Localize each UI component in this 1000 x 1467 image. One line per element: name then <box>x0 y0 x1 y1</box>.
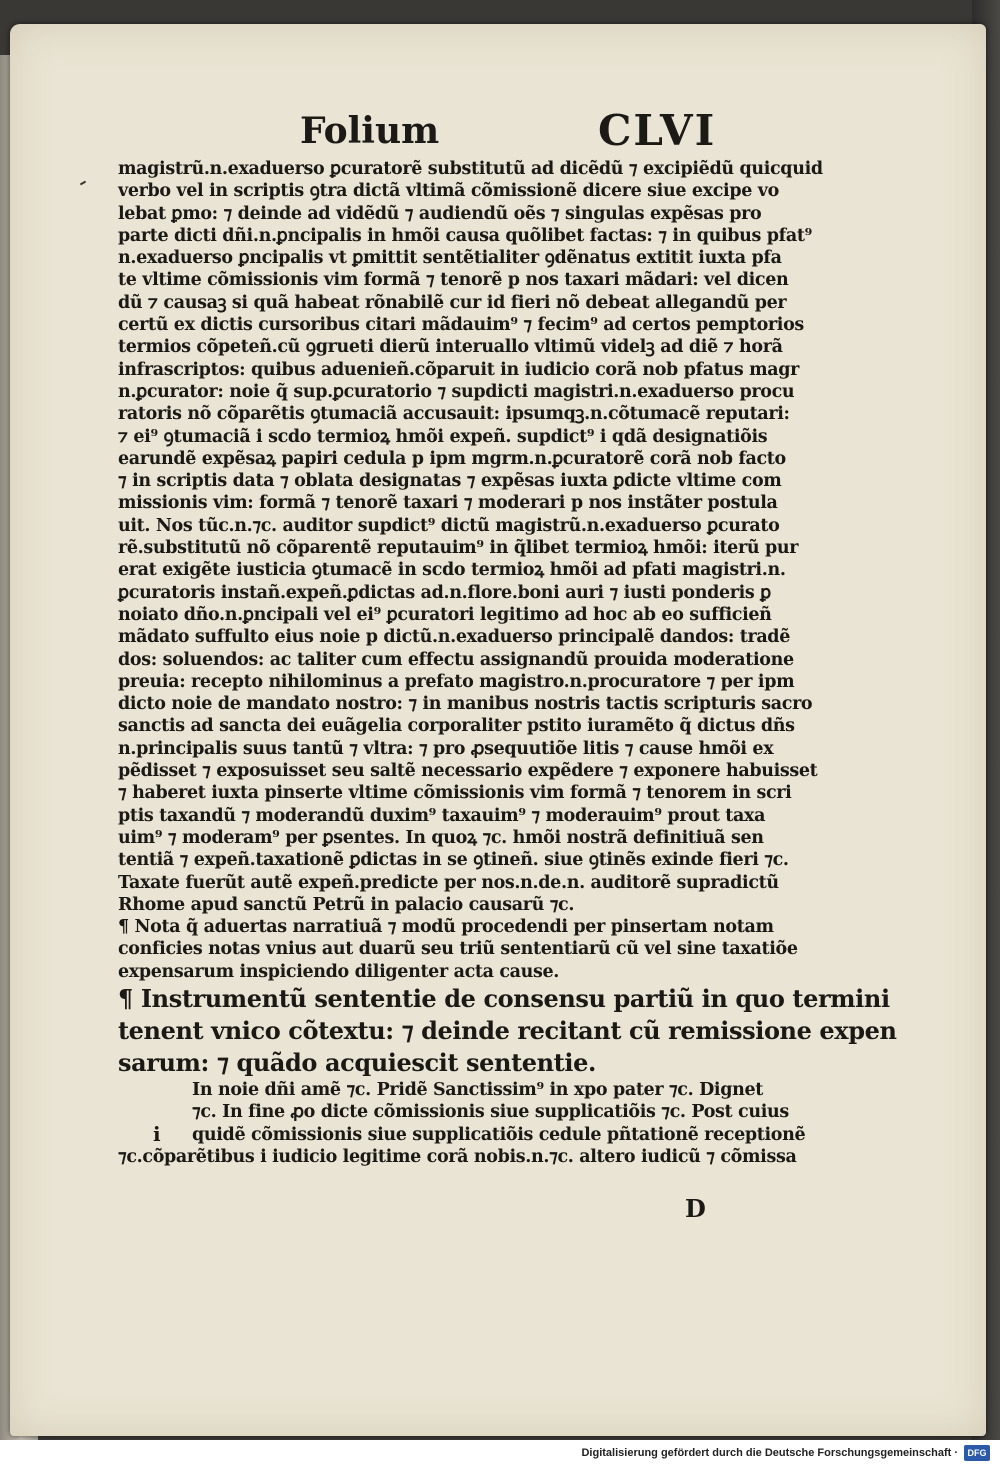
text-line: erat exigẽte iusticia ꝯtumacẽ in scdo termioꝝ hmõi ad pfati magistri.n. <box>118 560 786 581</box>
text-line: ratoris nõ cõparẽtis ꝯtumaciã accusauit: ipsumqꝫ.n.cõtumacẽ reputari: <box>118 404 790 425</box>
text-line: dũ ⁊ causaꝫ si quã habeat rõnabilẽ cur id fieri nõ debeat allegandũ per <box>118 292 787 313</box>
folio-number: CLVI <box>598 106 717 155</box>
text-line: lebat ꝑmo: ⁊ deinde ad vidẽdũ ⁊ audiendũ oẽs ⁊ singulas expẽsas pro <box>118 203 762 224</box>
text-line: certũ ex dictis cursoribus citari mãdauim⁹ ⁊ fecim⁹ ad certos pemptorios <box>118 315 804 336</box>
text-line: Rhome apud sanctũ Petrũ in palacio causarũ ⁊c. <box>118 894 575 915</box>
text-line: infrascriptos: quibus aduenieñ.cõparuit in iudicio corã nob pfatus magr <box>118 359 799 380</box>
text-line: verbo vel in scriptis ꝯtra dictã vltimã cõmissionẽ dicere siue excipe vo <box>118 181 779 202</box>
section-heading-line: ¶ Instrumentũ sententie de consensu partiũ in quo termini <box>118 983 890 1013</box>
text-line: rẽ.substitutũ nõ cõparentẽ reputauim⁹ in q̃libet termioꝝ hmõi: iterũ pur <box>118 538 799 559</box>
text-line: sanctis ad sancta dei euãgelia corporaliter pstito iuramẽto q̃ dictus dñs <box>118 716 795 737</box>
text-line: dos: soluendos: ac taliter cum effectu assignandũ prouida moderatione <box>118 649 794 670</box>
dfg-logo: DFG <box>964 1445 990 1461</box>
text-line: noiato dño.n.ꝑncipali vel ei⁹ ꝑcuratori legitimo ad hoc ab eo sufficieñ <box>118 604 772 625</box>
book-page <box>10 24 986 1436</box>
text-line: ⁊ haberet iuxta pinserte vltime cõmissionis vim formã ⁊ tenorem in scri <box>118 783 792 804</box>
instrument-line: quidẽ cõmissionis siue supplicatiõis cedule pñtationẽ receptionẽ <box>192 1124 806 1145</box>
note-line: conficies notas vnius aut duarũ seu triũ sententiarũ cũ vel sine taxatiõe <box>118 939 798 960</box>
margin-guide-letter: i <box>153 1122 161 1146</box>
funding-notice: Digitalisierung gefördert durch die Deutsche Forschungsgemeinschaft · <box>581 1447 958 1459</box>
text-line: ptis taxandũ ⁊ moderandũ duxim⁹ taxauim⁹ ⁊ moderauim⁹ prout taxa <box>118 805 766 826</box>
text-line: earundẽ expẽsaꝝ papiri cedula p ipm mgrm.n.ꝑcuratorẽ corã nob facto <box>118 448 786 469</box>
note-line: ¶ Nota q̃ aduertas narratiuã ⁊ modũ procedendi per pinsertam notam <box>118 917 774 938</box>
text-line: magistrũ.n.exaduerso ꝑcuratorẽ substitutũ ad dicẽdũ ⁊ excipiẽdũ quicquid <box>118 159 823 179</box>
margin-mark <box>80 181 86 186</box>
text-line: tentiã ⁊ expeñ.taxationẽ ꝑdictas in se ꝯtineñ. siue ꝯtinẽs exinde fieri ⁊c. <box>118 850 789 871</box>
text-line: parte dicti dñi.n.ꝑncipalis in hmõi causa quõlibet factas: ⁊ in quibus pfat⁹ <box>118 225 812 246</box>
text-line: mãdato suffulto eius noie p dictũ.n.exaduerso principalẽ dandos: tradẽ <box>118 627 790 648</box>
signature-mark: D <box>685 1194 706 1223</box>
text-line: pẽdisset ⁊ exposuisset seu saltẽ necessario expẽdere ⁊ exponere habuisset <box>118 761 818 782</box>
text-line: ꝑcuratoris instañ.expeñ.ꝑdictas ad.n.flore.boni auri ⁊ iusti ponderis ꝑ <box>118 582 771 603</box>
footer-bar <box>0 1440 1000 1467</box>
folium-label: Folium <box>300 110 440 152</box>
text-line: Taxate fuerũt autẽ expeñ.predicte per nos.n.de.n. auditorẽ supradictũ <box>118 872 779 893</box>
text-line: n.ꝑcurator: noie q̃ sup.ꝑcuratorio ⁊ supdicti magistri.n.exaduerso procu <box>118 381 795 402</box>
text-line: te vltime cõmissionis vim formã ⁊ tenorẽ p nos taxari mãdari: vel dicen <box>118 270 789 291</box>
text-line: n.exaduerso ꝑncipalis vt ꝑmittit sentẽtialiter ꝯdẽnatus extitit iuxta pfa <box>118 248 782 269</box>
text-line: uim⁹ ⁊ moderam⁹ per ꝑsentes. In quoꝝ ⁊c. hmõi nostrã definitiuã sen <box>118 827 764 848</box>
text-line: n.principalis suus tantũ ⁊ vltra: ⁊ pro ꝓsequutiõe litis ⁊ cause hmõi ex <box>118 738 774 759</box>
instrument-line: ⁊c. In fine ꝓo dicte cõmissionis siue supplicatiõis ⁊c. Post cuius <box>192 1102 789 1123</box>
text-block <box>118 158 897 1168</box>
text-line: uit. Nos tũc.n.⁊c. auditor supdict⁹ dictũ magistrũ.n.exaduerso ꝑcurato <box>118 515 780 536</box>
instrument-line: In noie dñi amẽ ⁊c. Pridẽ Sanctissim⁹ in xpo pater ⁊c. Dignet <box>192 1079 763 1100</box>
text-line: dicto noie de mandato nostro: ⁊ in manibus nostris tactis scripturis sacro <box>118 694 813 715</box>
text-line: missionis vim: formã ⁊ tenorẽ taxari ⁊ moderari p nos instãter postula <box>118 493 778 514</box>
text-line: termios cõpeteñ.cũ ꝯgrueti dierũ interuallo vltimũ videlꝫ ad diẽ ⁊ horã <box>118 337 783 358</box>
note-line: expensarum inspiciendo diligenter acta cause. <box>118 961 560 982</box>
section-heading-line: sarum: ⁊ quãdo acquiescit sententie. <box>118 1047 596 1077</box>
text-line: ⁊ in scriptis data ⁊ oblata designatas ⁊ expẽsas iuxta ꝑdicte vltime com <box>118 471 782 492</box>
section-heading-line: tenent vnico cõtextu: ⁊ deinde recitant cũ remissione expen <box>118 1015 897 1045</box>
text-line: preuia: recepto nihilominus a prefato magistro.n.procuratore ⁊ per ipm <box>118 671 795 692</box>
text-line: ⁊ ei⁹ ꝯtumaciã i scdo termioꝝ hmõi expeñ. supdict⁹ i qdã designatiõis <box>118 426 768 447</box>
instrument-line: ⁊c.cõparẽtibus i iudicio legitime corã nobis.n.⁊c. altero iudicũ ⁊ cõmissa <box>118 1146 797 1167</box>
